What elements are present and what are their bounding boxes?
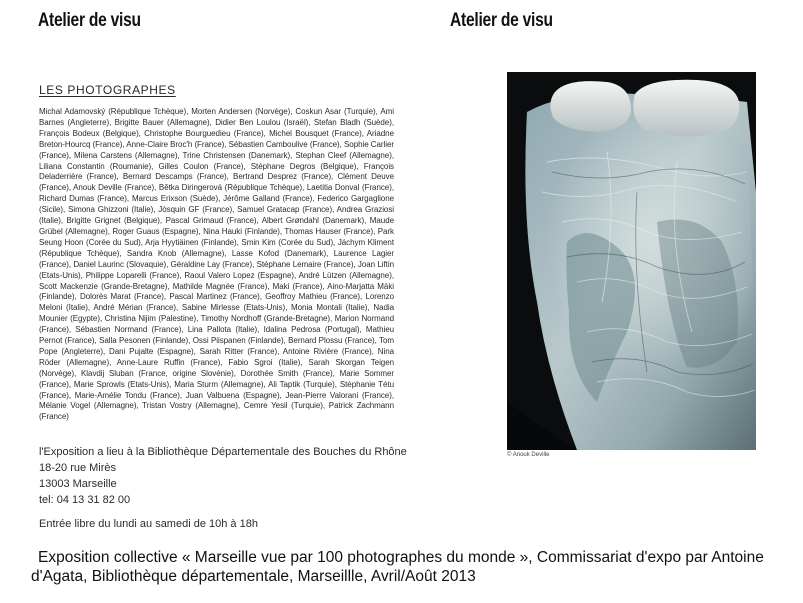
bed-photograph [507, 72, 756, 450]
left-page-title: Atelier de visu [38, 10, 141, 31]
photographers-list: Michal Adamovský (République Tchèque), Morten Andersen (Norvège), Coskun Asar (Turquie), Ami Barnes (Angleterre), Brigitte Bauer (Allemagne), Didier Ben Loulou (Israël), Stefan Bladh (Suède), François Bodeux (Belgique), Christophe Bourguedieu (France), Michel Bousquet (France), Ariadne Breton-Hourcq (France), Anne-Claire Broc'h (France), Sébastien Camboulive (France), Sophie Carlier (France), Milena Carstens (Allemagne), Trine Christensen (Danemark), Stephan Cleef (Allemagne), Liliana Constantin (Roumanie), Gilles Coulon (France), Stéphane Degros (Belgique), François Deladerrière (France), Bernard Descamps (France), Bertrand Desprez (France), Clément Deuve (France), Anouk Deville (France), Bětka Diringerová (République Tchèque), Laetitia Donval (France), Richard Dumas (France), Marcus Erixson (Suède), Jérôme Galland (France), Federico Gargaglione (Sicile), Simona Ghizzoni (Italie), Jòsquin GF (France), Samuel Gratacap (France), Andrea Graziosi (Italie), Brigitte Grignet (Belgique), Pascal Grimaud (France), Albert Grøndahl (Danemark), Maude Grübel (Allemagne), Roger Guaus (Espagne), Nina Hauki (Finlande), Thomas Hauser (France), Park Seung Hoon (Corée du Sud), Arja Hyytiäinen (Finlande), Smin Kim (Corée du Sud), Jáchym Kliment (République Tchèque), Sandra Knob (Allemagne), Lasse Kofod (Danemark), Laurence Lagier (France), Daniel Laurinc (Slovaquie), Géraldine Lay (France), Stéphane Lemaire (France), Joan Liftin (Etats-Unis), Philippe Loparelli (France), Raoul Valero Lopez (Espagne), André Lützen (Allemagne), Scott Mackenzie (Grande-Bretagne), Mathilde Magnée (France), Maki (France), Aino-Marjatta Mäki (Finlande), Dolorès Marat (France), Pascal Martinez (France), Geoffroy Mathieu (France), Lorenzo Meloni (Italie), André Mérian (France), Sabine Mirlesse (Etats-Unis), Monia Montali (Italie), Nadia Mounier (Egypte), Christina Nijim (Palestine), Timothy Nordhoff (Grande-Bretagne), Marion Normand (France), Sébastien Normand (France), Lina Pallota (Italie), Idalina Pedrosa (Portugal), Mathieu Pernot (France), Salla Pesonen (Finlande), Ossi Piispanen (Finlande), Bernard Plossu (France), Tom Pope (Angleterre), Dani Pujalte (Espagne), Sarah Ritter (France), Antoine Rivière (France), Nina Röder (Allemagne), Anne-Laure Ruffin (France), Fabio Sgroi (Italie), Sarah Skorgan Teigen (Norvège), Klavdij Sluban (France, origine Slovénie), Dorothée Smith (France), Marie Sommer (France), Marie Sprowls (Etats-Unis), Maria Sturm (Allemagne), Ali Taptik (Turquie), Stéphanie Tétu (France), Marie-Amélie Tondu (France), Juan Valbuena (Espagne), Jean-Pierre Valorani (France), Mélanie Vogel (Allemagne), Tristan Vostry (Allemagne), Cemre Yesil (Turquie), Patrick Zachmann (France) [39, 107, 394, 422]
bed-photograph-image [507, 72, 756, 450]
photo-credit: © Anouk Deville [507, 452, 550, 458]
venue-line-2: 18-20 rue Mirès [39, 462, 117, 474]
venue-line-1: l'Exposition a lieu à la Bibliothèque Départementale des Bouches du Rhône [39, 446, 407, 458]
venue-line-4: tel: 04 13 31 82 00 [39, 494, 131, 506]
venue-line-3: 13003 Marseille [39, 478, 117, 490]
venue-info [39, 444, 407, 508]
admission-hours: Entrée libre du lundi au samedi de 10h à 18h [39, 518, 258, 530]
exhibition-caption: Exposition collective « Marseille vue par 100 photographes du monde », Commissariat d'expo par Antoine d'Agata, Bibliothèque départementale, Marseillle, Avril/Août 2013 [31, 549, 764, 585]
photographers-heading: LES PHOTOGRAPHES [39, 83, 176, 97]
right-page-title: Atelier de visu [450, 10, 553, 31]
